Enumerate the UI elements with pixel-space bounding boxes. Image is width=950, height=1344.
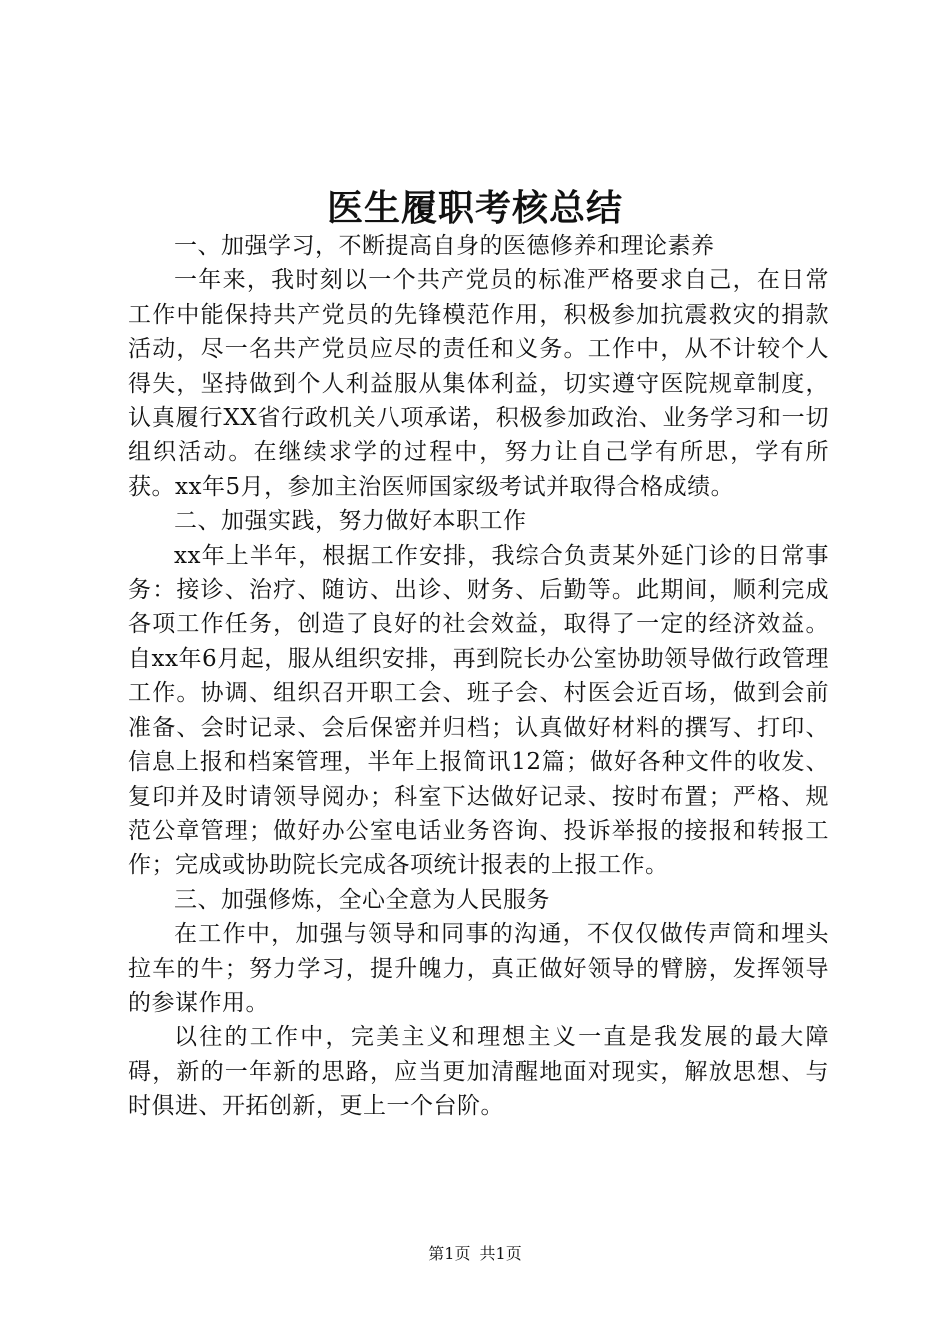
page-footer: 第1页 共1页 (428, 1244, 522, 1263)
paragraph-4: 以往的工作中，完美主义和理想主义一直是我发展的最大障碍，新的一年新的思路，应当更加清醒地面对现实，解放思想、与时俱进、开拓创新，更上一个台阶。 (128, 1024, 829, 1120)
section-heading-3: 三、加强修炼，全心全意为人民服务 (174, 886, 550, 913)
document-title: 医生履职考核总结 (326, 187, 623, 229)
paragraph-2: xx年上半年，根据工作安排，我综合负责某外延门诊的日常事务：接诊、治疗、随访、出诊、财务、后勤等。此期间，顺利完成各项工作任务，创造了良好的社会效益，取得了一定的经济效益。自xx年6月起，服从组织安排，再到院长办公室协助领导做行政管理工作。协调、组织召开职工会、班子会、村医会近百场，做到会前准备、会时记录、会后保密并归档；认真做好材料的撰写、打印、信息上报和档案管理，半年上报简讯12篇；做好各种文件的收发、复印并及时请领导阅办；科室下达做好记录、按时布置；严格、规范公章管理；做好办公室电话业务咨询、投诉举报的接报和转报工作；完成或协助院长完成各项统计报表的上报工作。 (128, 542, 829, 879)
section-heading-1: 一、加强学习，不断提高自身的医德修养和理论素养 (174, 233, 715, 259)
section-heading-2: 二、加强实践，努力做好本职工作 (174, 508, 527, 535)
paragraph-3: 在工作中，加强与领导和同事的沟通，不仅仅做传声筒和埋头拉车的牛；努力学习，提升魄力，真正做好领导的臂膀，发挥领导的参谋作用。 (128, 921, 829, 1016)
paragraph-1: 一年来，我时刻以一个共产党员的标准严格要求自己，在日常工作中能保持共产党员的先锋模范作用，积极参加抗震救灾的捐款活动，尽一名共产党员应尽的责任和义务。工作中，从不计较个人得失，坚持做到个人利益服从集体利益，切实遵守医院规章制度，认真履行XX省行政机关八项承诺，积极参加政治、业务学习和一切组织活动。在继续求学的过程中，努力让自己学有所思，学有所获。xx年5月，参加主治医师国家级考试并取得合格成绩。 (128, 267, 829, 500)
document-body (128, 229, 829, 1124)
